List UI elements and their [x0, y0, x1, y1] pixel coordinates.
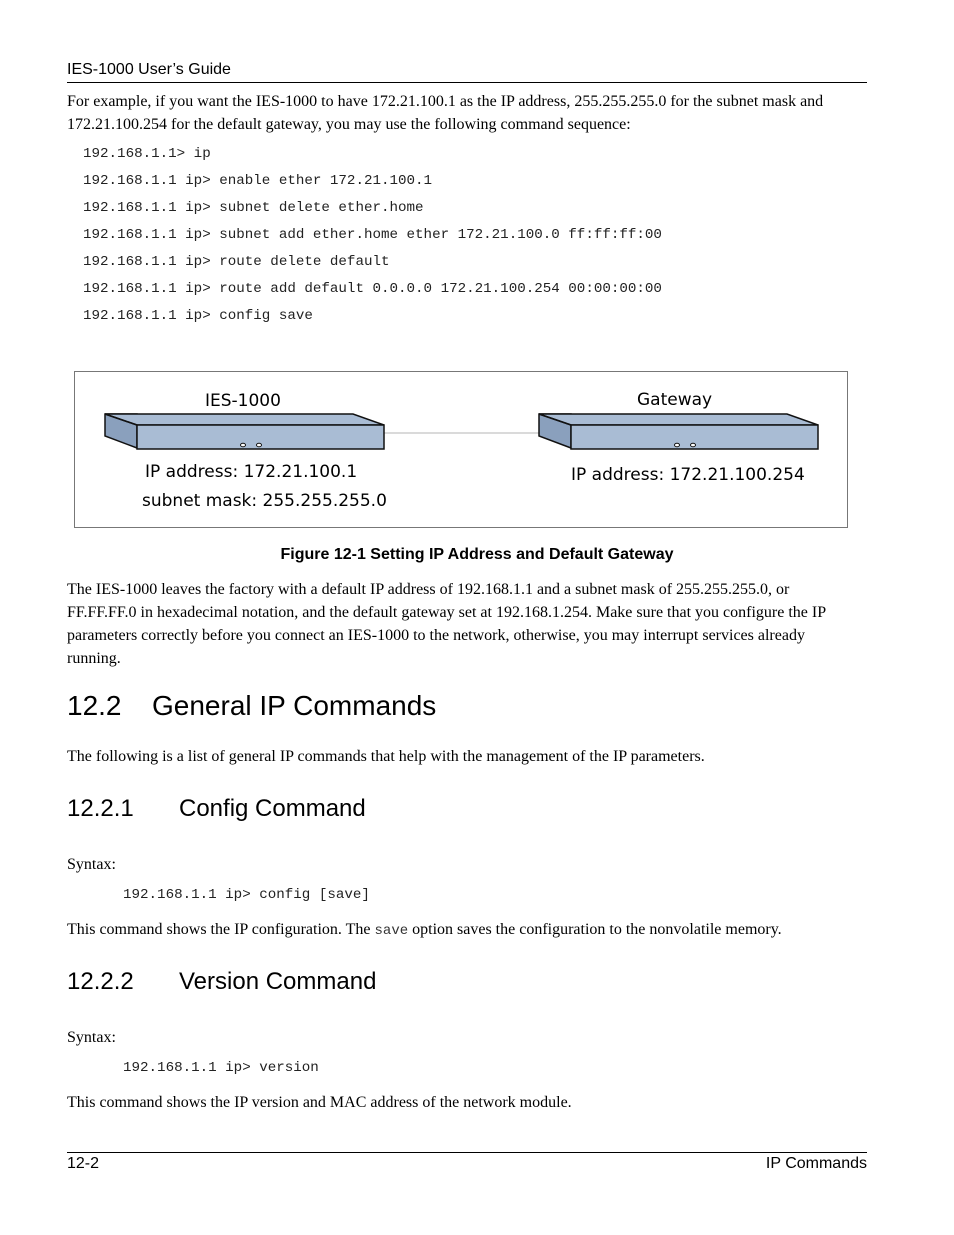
version-description: This command shows the IP version and MAC address of the network module. [67, 1094, 572, 1111]
section-title: General IP Commands [152, 690, 437, 721]
command-line: 192.168.1.1 ip> route add default 0.0.0.0 172.21.100.254 00:00:00:00 [83, 281, 662, 297]
gateway-device-icon [539, 414, 818, 449]
network-diagram [74, 371, 848, 528]
chapter-name: IP Commands [765, 1155, 867, 1172]
intro-paragraph: For example, if you want the IES-1000 to have 172.21.100.1 as the IP address, 255.255.255.0 for the subnet mask and 172.21.100.254 for the default gateway, you may use the following command sequence: [67, 93, 824, 133]
page-header [67, 60, 867, 83]
page-number: 12-2 [67, 1155, 100, 1172]
command-line: 192.168.1.1 ip> enable ether 172.21.100.1 [83, 173, 433, 189]
section-number: 12.2 [67, 690, 122, 721]
command-line: 192.168.1.1 ip> subnet add ether.home ether 172.21.100.0 ff:ff:ff:00 [83, 227, 662, 243]
subsection-title: Config Command [179, 795, 366, 822]
config-syntax: 192.168.1.1 ip> config [save] [123, 887, 370, 903]
defaults-paragraph: The IES-1000 leaves the factory with a default IP address of 192.168.1.1 and a subnet mask of 255.255.255.0, or FF.FF.FF.0 in hexadecimal notation, and the default gateway set at 192.168.1.254. Make sure that you configure the IP parameters correctly before you connect an IES-1000 to the network, otherwise, you may interrupt services already running. [67, 581, 826, 667]
ies-1000-ip-label: IP address: 172.21.100.1 [145, 462, 358, 482]
figure-caption: Figure 12-1 Setting IP Address and Default Gateway [280, 546, 674, 563]
command-line: 192.168.1.1 ip> config save [83, 308, 313, 324]
version-syntax: 192.168.1.1 ip> version [123, 1060, 319, 1076]
command-line: 192.168.1.1> ip [83, 146, 211, 162]
gateway-label: Gateway [637, 390, 713, 410]
gateway-ip-label: IP address: 172.21.100.254 [571, 465, 805, 485]
description-text: option saves the configuration to the nonvolatile memory. [408, 921, 782, 938]
page-footer [67, 1152, 867, 1177]
syntax-label: Syntax: [67, 1029, 116, 1046]
ies-1000-mask-label: subnet mask: 255.255.255.0 [142, 491, 387, 511]
subsection-number: 12.2.1 [67, 795, 134, 822]
ies-1000-label: IES-1000 [205, 391, 281, 411]
description-text: This command shows the IP configuration. The [67, 921, 375, 938]
ies-1000-device-icon [105, 414, 384, 449]
command-line: 192.168.1.1 ip> subnet delete ether.home [83, 200, 424, 216]
config-description [67, 918, 857, 943]
command-line: 192.168.1.1 ip> route delete default [83, 254, 390, 270]
syntax-label: Syntax: [67, 856, 116, 873]
inline-code-save: save [374, 923, 409, 939]
subsection-title: Version Command [179, 968, 377, 995]
subsection-number: 12.2.2 [67, 968, 134, 995]
guide-title: IES-1000 User’s Guide [67, 61, 231, 78]
section-intro: The following is a list of general IP commands that help with the management of the IP parameters. [67, 748, 705, 765]
